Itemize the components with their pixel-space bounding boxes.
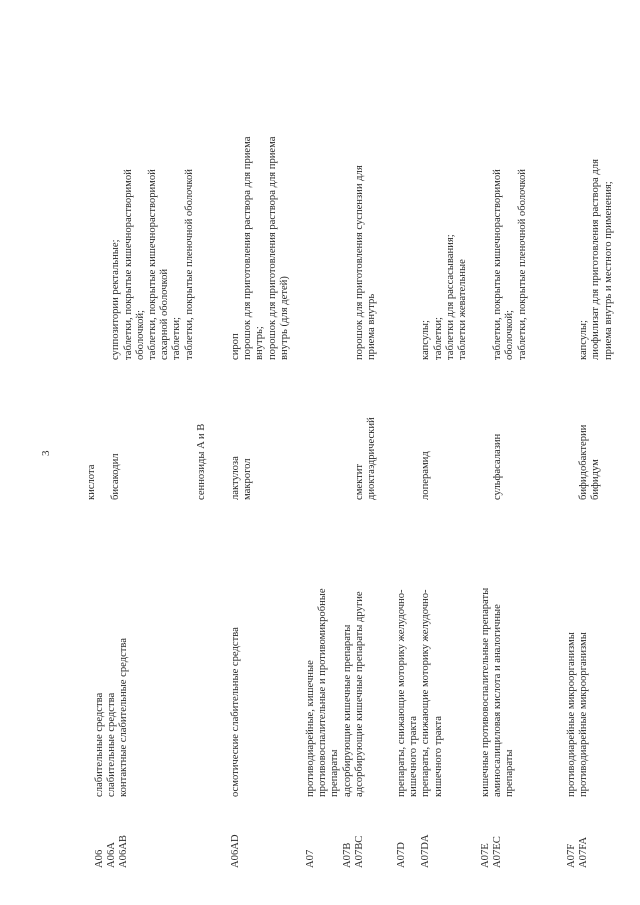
table-cell-substance: лактулоза (230, 456, 241, 500)
table-cell-code: A07E (480, 843, 491, 868)
table-cell-group: аминосалициловая кислота и аналогичные (492, 604, 504, 797)
table-cell-group: противовоспалительные и противомикробные (317, 588, 329, 797)
table-cell-forms: капсулы; (578, 320, 590, 360)
table-cell-code: A07BC (353, 835, 365, 868)
table-cell-substance: смектит (353, 463, 365, 500)
table-cell-forms: таблетки, покрытые пленочной оболочкой (516, 169, 528, 360)
table-cell-substance: кислота (86, 464, 97, 500)
table-cell-forms: таблетки, покрытые кишечнорастворимой (122, 169, 134, 360)
table-cell-code: A07FA (578, 837, 590, 868)
table-cell-forms: таблетки; (171, 317, 183, 360)
table-cell-substance: бифидум (590, 459, 602, 500)
table-cell-substance: сеннозиды A и B (195, 423, 207, 500)
table-cell-forms: внутрь (для детей) (278, 276, 290, 360)
table-cell-forms: приема внутрь и местного применения; (602, 181, 614, 360)
table-cell-substance: макрогол (242, 458, 254, 500)
table-cell-forms: сироп (230, 333, 241, 360)
table-cell-substance: лоперамид (420, 451, 432, 500)
table-cell-code: A07B (341, 842, 353, 868)
table-cell-forms: порошок для приготовления суспензии для (353, 165, 365, 360)
table-cell-forms: лиофилизат для приготовления раствора для (590, 159, 602, 360)
table-cell-group: слабительные средства (94, 692, 105, 797)
table-cell-forms: таблетки, покрытые пленочной оболочкой (183, 169, 195, 360)
table-cell-code: A06AD (230, 834, 241, 868)
table-cell-code: A06A (106, 842, 118, 868)
table-cell-group: противодиарейные микроорганизмы (566, 632, 577, 797)
table-cell-code: A06AB (118, 835, 130, 868)
table-cell-group: препараты (504, 749, 516, 797)
table-cell-forms: внутрь; (254, 326, 266, 360)
table-cell-forms: таблетки жевательные (457, 259, 468, 360)
table-cell-group: противодиарейные микроорганизмы (578, 632, 590, 797)
table-cell-group: препараты, снижающие моторику желудочно- (396, 589, 407, 797)
table-cell-forms: таблетки, покрытые кишечнорастворимой (492, 169, 504, 360)
table-cell-substance: бисакодил (110, 453, 122, 500)
table-cell-forms: таблетки, покрытые кишечнорастворимой (147, 169, 158, 360)
table-cell-forms: сахарной оболочкой (159, 268, 171, 360)
table-cell-forms: оболочкой; (134, 310, 146, 360)
table-cell-forms: порошок для приготовления раствора для приема (242, 136, 254, 360)
table-cell-group: слабительные средства (106, 692, 118, 797)
table-cell-group: осмотические слабительные средства (230, 627, 241, 797)
table-cell-forms: таблетки; (432, 317, 444, 360)
table-cell-substance: бифидобактерии (578, 424, 590, 500)
table-cell-code: A07 (305, 849, 316, 868)
table-cell-group: кишечного тракта (408, 716, 420, 797)
table-cell-code: A06 (94, 849, 105, 868)
table-cell-group: кишечного тракта (432, 716, 444, 797)
table-cell-code: A07D (396, 842, 407, 868)
table-cell-group: контактные слабительные средства (118, 638, 130, 797)
page-number: 3 (40, 450, 52, 456)
table-cell-code: A07F (566, 843, 577, 868)
table-cell-group: адсорбирующие кишечные препараты (341, 624, 353, 797)
table-cell-group: кишечные противовоспалительные препараты (480, 587, 491, 797)
table-cell-forms: порошок для приготовления раствора для приема (266, 136, 278, 360)
table-cell-code: A07DA (420, 834, 432, 868)
table-cell-group: адсорбирующие кишечные препараты другие (353, 591, 365, 797)
table-cell-code: A07EC (492, 836, 504, 868)
table-cell-forms: суппозитории ректальные; (110, 239, 122, 360)
table-cell-forms: приема внутрь (366, 293, 377, 360)
table-cell-forms: капсулы; (420, 320, 432, 360)
table-cell-group: препараты, снижающие моторику желудочно- (420, 589, 432, 797)
table-cell-substance: сульфасалазин (492, 433, 504, 500)
table-cell-substance: диоктаэдрический (366, 417, 377, 500)
table-cell-group: препараты (329, 749, 341, 797)
table-cell-forms: таблетки для рассасывания; (444, 234, 456, 360)
table-cell-group: противодиарейные, кишечные (305, 660, 316, 797)
table-cell-forms: оболочкой; (504, 310, 516, 360)
